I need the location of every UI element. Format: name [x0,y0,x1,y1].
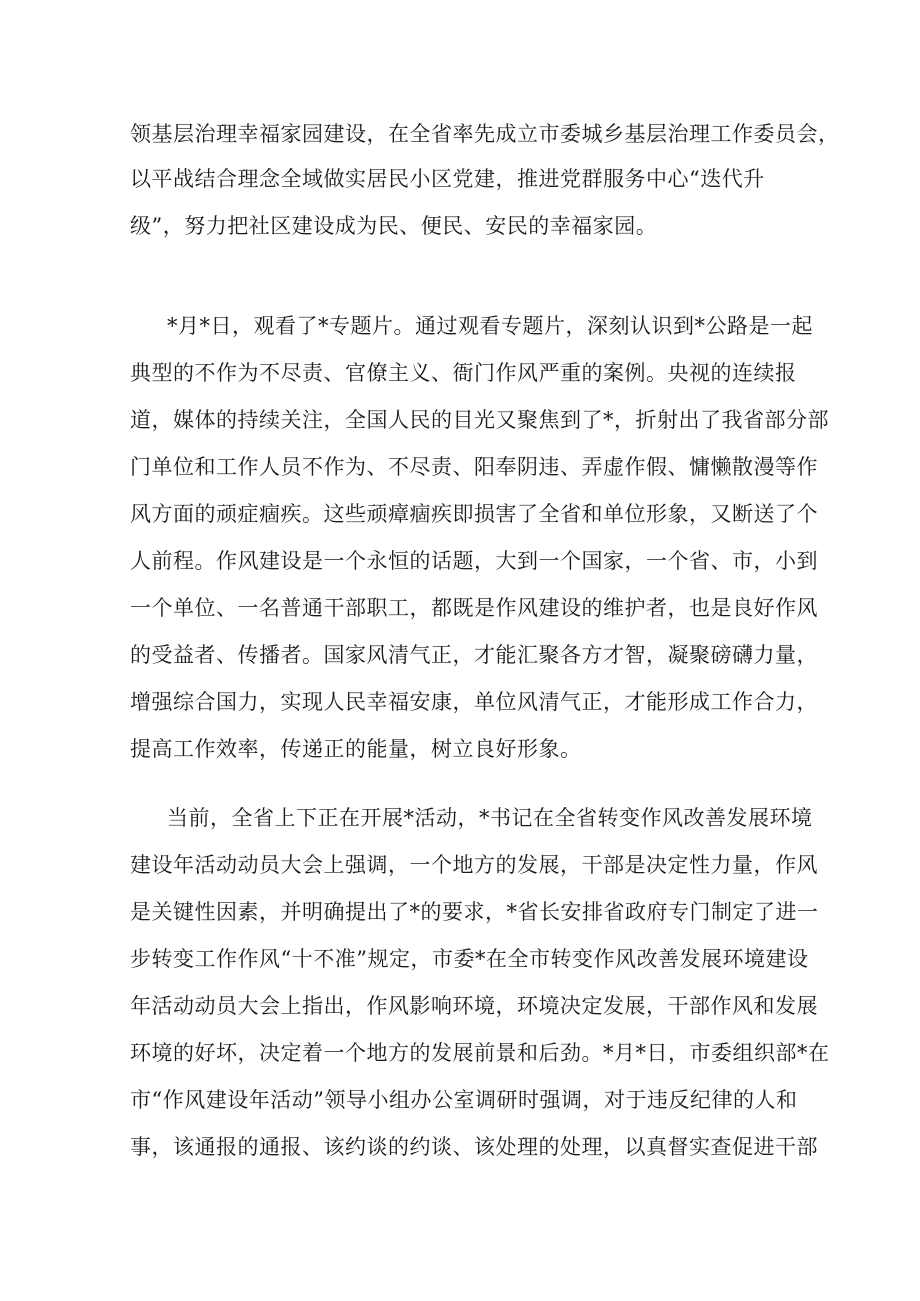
paragraph-1-line-3: 级”，努力把社区建设成为民、便民、安民的幸福家园。 [130,214,658,238]
paragraph-1-line-1: 领基层治理幸福家园建设，在全省率先成立市委城乡基层治理工作委员会， [130,122,840,146]
paragraph-3-line-8: 事，该通报的通报、该约谈的约谈、该处理的处理，以真督实查促进干部 [130,1135,818,1159]
paragraph-2-line-6: 人前程。作风建设是一个永恒的话题，大到一个国家，一个省、市，小到 [130,549,818,573]
paragraph-1-line-2: 以平战结合理念全域做实居民小区党建，推进党群服务中心“迭代升 [130,167,765,191]
paragraph-2-line-3: 道，媒体的持续关注，全国人民的目光又聚焦到了*，折射出了我省部分部 [130,408,829,432]
paragraph-3-line-5: 年活动动员大会上指出，作风影响环境，环境决定发展，干部作风和发展 [130,994,818,1018]
paragraph-2-line-1: *月*日，观看了*专题片。通过观看专题片，深刻认识到*公路是一起 [167,314,813,338]
paragraph-2-line-4: 门单位和工作人员不作为、不尽责、阳奉阴违、弄虚作假、慵懒散漫等作 [130,455,818,479]
paragraph-2-line-7: 一个单位、一名普通干部职工，都既是作风建设的维护者，也是良好作风 [130,596,818,620]
paragraph-2-line-9: 增强综合国力，实现人民幸福安康，单位风清气正，才能形成工作合力， [130,690,818,714]
paragraph-3-line-4: 步转变工作作风“十不准”规定，市委*在全市转变作风改善发展环境建设 [130,947,809,971]
paragraph-3-line-6: 环境的好坏，决定着一个地方的发展前景和后劲。*月*日，市委组织部*在 [130,1041,830,1065]
paragraph-2-line-5: 风方面的顽症痼疾。这些顽瘴痼疾即损害了全省和单位形象，又断送了个 [130,502,818,526]
paragraph-3-line-7: 市“作风建设年活动”领导小组办公室调研时强调，对于违反纪律的人和 [130,1088,798,1112]
paragraph-2-line-8: 的受益者、传播者。国家风清气正，才能汇聚各方才智，凝聚磅礴力量， [130,643,818,667]
paragraph-3-line-1: 当前，全省上下正在开展*活动，*书记在全省转变作风改善发展环境 [167,806,813,830]
paragraph-2-line-10: 提高工作效率，传递正的能量，树立良好形象。 [130,737,582,761]
paragraph-3-line-2: 建设年活动动员大会上强调，一个地方的发展，干部是决定性力量，作风 [130,853,818,877]
paragraph-2-line-2: 典型的不作为不尽责、官僚主义、衙门作风严重的案例。央视的连续报 [130,361,797,385]
paragraph-3-line-3: 是关键性因素，并明确提出了*的要求，*省长安排省政府专门制定了进一 [130,900,819,924]
